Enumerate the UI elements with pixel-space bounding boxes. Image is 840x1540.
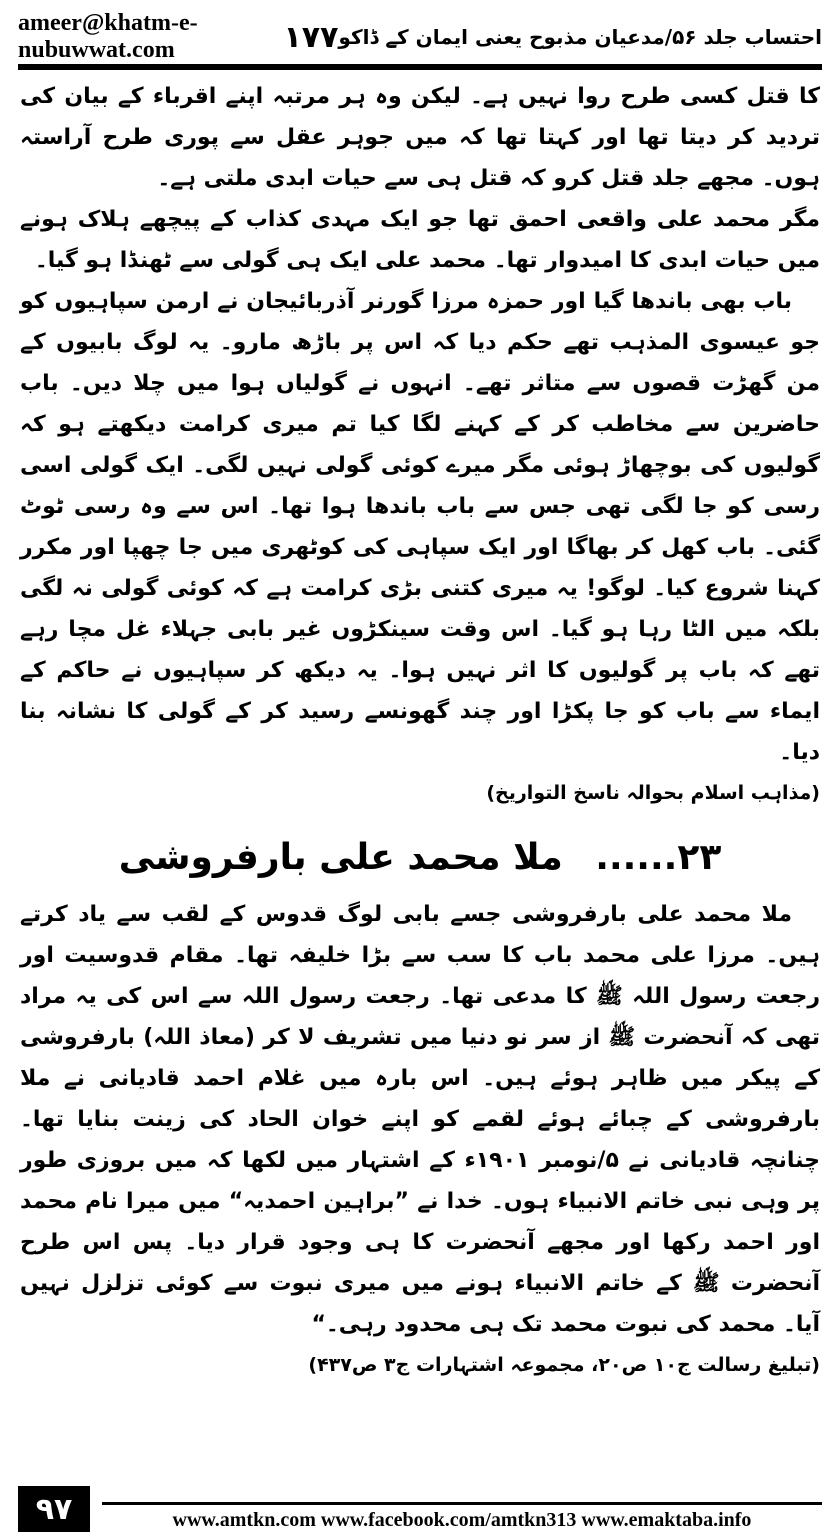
footer-folio: ۹۷: [18, 1486, 90, 1532]
citation-2: (تبلیغ رسالت ج۱۰ ص۲۰، مجموعہ اشتہارات ج۳ ص۴۳۷): [308, 1354, 820, 1376]
page-header: [18, 10, 822, 63]
section-heading: [20, 828, 820, 888]
section-title: ملا محمد علی بارفروشی: [118, 837, 563, 878]
page-body: [20, 76, 820, 1386]
citation-1: (مذاہب اسلام بحوالہ ناسخ التواریخ): [486, 782, 820, 804]
header-email: ameer@khatm-e-nubuwwat.com: [18, 10, 198, 63]
page-footer: [18, 1482, 822, 1532]
header-title: احتساب جلد ۵۶/مدعیان مذبوح یعنی ایمان کے ڈاکو: [338, 25, 822, 49]
paragraph-4: ملا محمد علی بارفروشی جسے بابی لوگ قدوس کے لقب سے یاد کرتے ہیں۔ مرزا علی محمد باب کا سب سے بڑا خلیفہ تھا۔ مقام قدوسیت اور رجعت رسول اللہ ﷺ کا مدعی تھا۔ رجعت رسول اللہ سے اس کی یہ مراد تھی کہ آنحضرت ﷺ از سر نو دنیا میں تشریف لا کر (معاذ اللہ) بارفروشی کے پیکر میں ظاہر ہوئے ہیں۔ اس بارہ میں غلام احمد قادیانی نے ملا بارفروشی کے چبائے ہوئے لقمے کو اپنے خوان الحاد کی زینت بنایا تھا۔ چنانچہ قادیانی نے ۵/نومبر ۱۹۰۱ء کے اشتہار میں لکھا کہ میں بروزی طور پر وہی نبی خاتم الانبیاء ہوں۔ خدا نے ”براہین احمدیہ“ میں میرا نام محمد اور احمد رکھا اور مجھے آنحضرت کا ہی وجود قرار دیا۔ پس اس طرح آنحضرت ﷺ کے خاتم الانبیاء ہونے میں میری نبوت سے کوئی تزلزل نہیں آیا۔ محمد کی نبوت محمد تک ہی محدود رہی۔“: [20, 902, 820, 1337]
footer-links: www.amtkn.com www.facebook.com/amtkn313 www.emaktaba.info: [172, 1509, 752, 1531]
footer-rule: [102, 1502, 822, 1505]
paragraph-3: باب بھی باندھا گیا اور حمزہ مرزا گورنر آذربائیجان نے ارمن سپاہیوں کو جو عیسوی المذہب تھے حکم دیا کہ اس پر باڑھ مارو۔ یہ لوگ بابیوں کے من گھڑت قصوں سے متاثر تھے۔ انہوں نے گولیاں ہوا میں چلا دیں۔ باب حاضرین سے مخاطب کر کے کہنے لگا کیا تم میری کرامت دیکھتے ہو کہ گولیوں کی بوچھاڑ ہوئی مگر میرے کوئی گولی نہیں لگی۔ ایک گولی اسی رسی کو جا لگی تھی جس سے باب باندھا ہوا تھا۔ اس سے وہ رسی ٹوٹ گئی۔ باب کھل کر بھاگا اور ایک سپاہی کی کوٹھری میں جا چھپا اور مکرر کہنا شروع کیا۔ لوگو! یہ میری کتنی بڑی کرامت ہے کہ کوئی گولی نہ لگی بلکہ میں الٹا رہا ہو گیا۔ اس وقت سینکڑوں غیر بابی جہلاء غل مچا رہے تھے کہ باب پر گولیوں کا اثر نہیں ہوا۔ یہ دیکھ کر سپاہیوں نے حاکم کے ایماء سے باب کو جا پکڑا اور چند گھونسے رسید کر کے گولی کا نشانہ بنا دیا۔: [20, 289, 820, 765]
header-rule: [18, 64, 822, 70]
footer-right: [102, 1502, 822, 1532]
header-page-number: ۱۷۷: [283, 19, 339, 55]
section-number: ۲۳......: [595, 837, 722, 878]
paragraph-1: کا قتل کسی طرح روا نہیں ہے۔ لیکن وہ ہر مرتبہ اپنے اقرباء کے بیان کی تردید کر دیتا تھا اور کہتا تھا کہ میں جوہر عقل سے پوری طرح آراستہ ہوں۔ مجھے جلد قتل کرو کہ قتل ہی سے حیات ابدی ملتی ہے۔: [20, 84, 820, 191]
paragraph-2: مگر محمد علی واقعی احمق تھا جو ایک مہدی کذاب کے پیچھے ہلاک ہونے میں حیات ابدی کا امیدوار تھا۔ محمد علی ایک ہی گولی سے ٹھنڈا ہو گیا۔: [20, 207, 820, 273]
